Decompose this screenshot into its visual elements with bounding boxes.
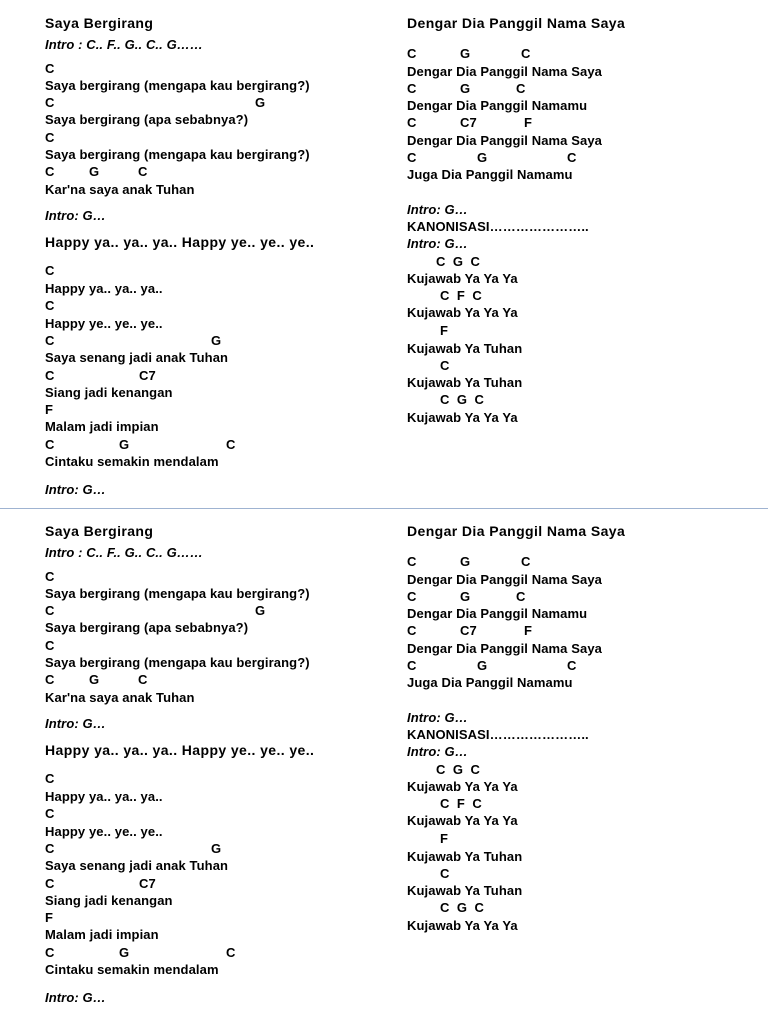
lyric-line: Saya bergirang (mengapa kau bergirang?) [45, 147, 310, 162]
chord: G [255, 95, 266, 110]
lyric-line: Saya senang jadi anak Tuhan [45, 350, 229, 365]
lyric-line: Dengar Dia Panggil Nama Saya [407, 572, 602, 587]
chord: G [460, 46, 471, 61]
chord: C [407, 150, 417, 165]
chord-line: C [440, 866, 450, 881]
lyric-line: Happy ye.. ye.. ye.. [45, 316, 163, 331]
chord-line: F [440, 323, 449, 338]
chord: C [521, 46, 531, 61]
lyric-line: Kujawab Ya Ya Ya [407, 918, 518, 933]
intro-line: Intro: G… [45, 208, 106, 223]
chord-line: C G C [440, 392, 485, 407]
chord: C [407, 554, 417, 569]
lyric-line: Kujawab Ya Ya Ya [407, 271, 518, 286]
lyric-line: Dengar Dia Panggil Nama Saya [407, 133, 602, 148]
chord: G [119, 945, 130, 960]
chord: C [521, 554, 531, 569]
lyric-line: Dengar Dia Panggil Nama Saya [407, 64, 602, 79]
chord: C [407, 589, 417, 604]
chord: G [477, 150, 488, 165]
chord: C [45, 263, 55, 278]
lyric-line: Dengar Dia Panggil Namamu [407, 98, 588, 113]
chord: C [45, 672, 55, 687]
lyric-line: Cintaku semakin mendalam [45, 962, 219, 977]
section-label: KANONISASI………………….. [407, 219, 589, 234]
lyric-line: Saya senang jadi anak Tuhan [45, 858, 229, 873]
chorus-title: Happy ya.. ya.. ya.. Happy ye.. ye.. ye.. [45, 234, 315, 250]
chord: G [255, 603, 266, 618]
lyric-line: Saya bergirang (mengapa kau bergirang?) [45, 78, 310, 93]
chord: C7 [460, 115, 477, 130]
lyric-line: Saya bergirang (mengapa kau bergirang?) [45, 586, 310, 601]
chord: C [226, 437, 236, 452]
chord: C7 [139, 876, 156, 891]
chord: F [524, 623, 533, 638]
chord: G [460, 81, 471, 96]
lyric-line: Kujawab Ya Tuhan [407, 341, 523, 356]
chord: C7 [139, 368, 156, 383]
intro-line: Intro: G… [407, 744, 468, 759]
chord: C [45, 333, 55, 348]
section-label: KANONISASI………………….. [407, 727, 589, 742]
lyric-line: Happy ya.. ya.. ya.. [45, 281, 163, 296]
chord: G [211, 333, 222, 348]
chord: C [407, 46, 417, 61]
lyric-line: Malam jadi impian [45, 927, 159, 942]
intro-line: Intro: G… [407, 710, 468, 725]
intro-line: Intro: G… [45, 716, 106, 731]
chord: C [45, 61, 55, 76]
chord: C [45, 841, 55, 856]
chord: F [45, 402, 54, 417]
intro-line: Intro: G… [407, 236, 468, 251]
song-title: Saya Bergirang [45, 523, 154, 539]
lyric-line: Happy ye.. ye.. ye.. [45, 824, 163, 839]
chord: C [226, 945, 236, 960]
lyric-line: Dengar Dia Panggil Nama Saya [407, 641, 602, 656]
chord: C [45, 368, 55, 383]
chorus-title: Happy ya.. ya.. ya.. Happy ye.. ye.. ye.. [45, 742, 315, 758]
lyric-line: Kujawab Ya Ya Ya [407, 813, 518, 828]
lyric-line: Happy ya.. ya.. ya.. [45, 789, 163, 804]
intro-line: Intro : C.. F.. G.. C.. G…… [45, 545, 203, 560]
lyric-line: Saya bergirang (apa sebabnya?) [45, 112, 249, 127]
chord-line: C G C [436, 254, 481, 269]
lyric-line: Kujawab Ya Ya Ya [407, 779, 518, 794]
chord: C [567, 658, 577, 673]
lyric-line: Saya bergirang (mengapa kau bergirang?) [45, 655, 310, 670]
chord: C [407, 115, 417, 130]
chord: C [45, 945, 55, 960]
chord-line: F [440, 831, 449, 846]
song-sheet-copy-2 [0, 508, 768, 1016]
lyric-line: Kujawab Ya Tuhan [407, 849, 523, 864]
lyric-line: Kujawab Ya Ya Ya [407, 410, 518, 425]
lyric-line: Kujawab Ya Tuhan [407, 375, 523, 390]
chord: C [138, 164, 148, 179]
chord: G [89, 672, 100, 687]
chord: G [460, 589, 471, 604]
chord: C [45, 876, 55, 891]
lyric-line: Kar'na saya anak Tuhan [45, 182, 195, 197]
chord: C [407, 81, 417, 96]
song-title: Dengar Dia Panggil Nama Saya [407, 523, 626, 539]
chord: C [407, 623, 417, 638]
chord: C [45, 164, 55, 179]
chord: C [567, 150, 577, 165]
intro-line: Intro: G… [45, 482, 106, 497]
chord: C [45, 638, 55, 653]
chord-line: C [440, 358, 450, 373]
chord: C [45, 95, 55, 110]
chord: G [460, 554, 471, 569]
lyric-line: Juga Dia Panggil Namamu [407, 167, 573, 182]
intro-line: Intro : C.. F.. G.. C.. G…… [45, 37, 203, 52]
chord: F [524, 115, 533, 130]
song-title: Dengar Dia Panggil Nama Saya [407, 15, 626, 31]
chord: C [45, 130, 55, 145]
song-title: Saya Bergirang [45, 15, 154, 31]
chord: F [45, 910, 54, 925]
chord-line: C F C [440, 288, 482, 303]
lyric-line: Kujawab Ya Ya Ya [407, 305, 518, 320]
chord: G [119, 437, 130, 452]
lyric-line: Cintaku semakin mendalam [45, 454, 219, 469]
lyric-line: Siang jadi kenangan [45, 893, 173, 908]
lyric-line: Malam jadi impian [45, 419, 159, 434]
chord: C [138, 672, 148, 687]
chord: C7 [460, 623, 477, 638]
chord: C [45, 569, 55, 584]
chord: C [407, 658, 417, 673]
lyric-line: Dengar Dia Panggil Namamu [407, 606, 588, 621]
chord: C [45, 603, 55, 618]
intro-line: Intro: G… [45, 990, 106, 1005]
chord: C [516, 81, 526, 96]
lyric-line: Kar'na saya anak Tuhan [45, 690, 195, 705]
lyric-line: Saya bergirang (apa sebabnya?) [45, 620, 249, 635]
lyric-line: Siang jadi kenangan [45, 385, 173, 400]
lyric-line: Juga Dia Panggil Namamu [407, 675, 573, 690]
chord-line: C G C [440, 900, 485, 915]
intro-line: Intro: G… [407, 202, 468, 217]
chord: G [211, 841, 222, 856]
chord: C [45, 437, 55, 452]
lyric-line: Kujawab Ya Tuhan [407, 883, 523, 898]
chord: G [89, 164, 100, 179]
chord-line: C F C [440, 796, 482, 811]
chord: C [45, 806, 55, 821]
chord: C [45, 298, 55, 313]
chord: C [516, 589, 526, 604]
song-sheet-copy-1 [0, 0, 768, 508]
chord-line: C G C [436, 762, 481, 777]
chord: C [45, 771, 55, 786]
chord: G [477, 658, 488, 673]
